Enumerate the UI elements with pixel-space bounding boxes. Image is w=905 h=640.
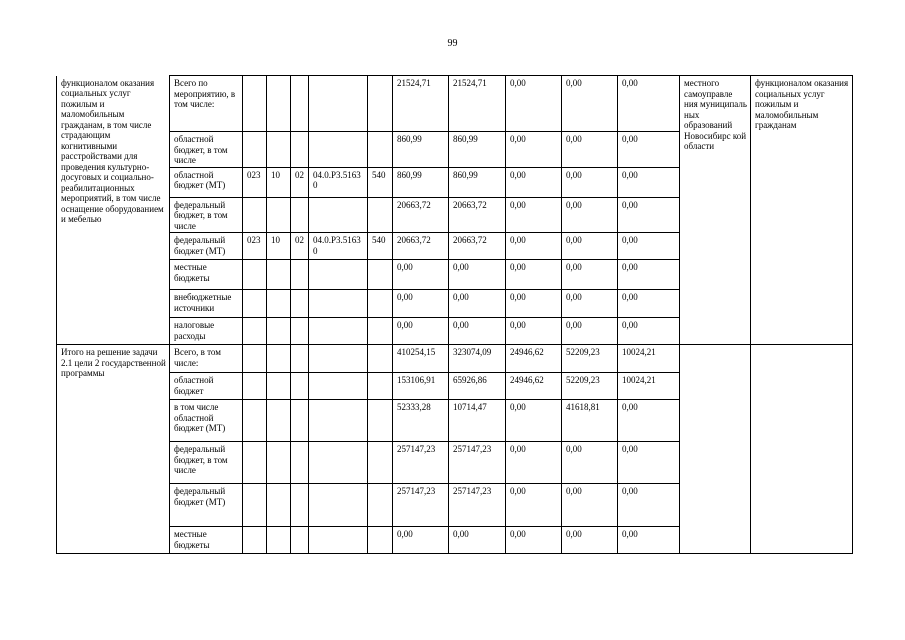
grbs-cell [243, 197, 267, 233]
year-1-cell: 21524,71 [449, 76, 506, 132]
year-4-cell: 0,00 [618, 442, 680, 484]
year-1-cell: 257147,23 [449, 442, 506, 484]
source-cell: местные бюджеты [170, 260, 243, 290]
rz-cell [267, 345, 291, 373]
total-label-cell: Итого на решение задачи 2.1 цели 2 государственной программы [57, 345, 170, 554]
year-2-cell: 0,00 [506, 318, 562, 345]
year-3-cell: 52209,23 [562, 373, 618, 400]
pr-cell [291, 290, 309, 318]
year-2-cell: 0,00 [506, 484, 562, 527]
pr-cell [291, 484, 309, 527]
year-1-cell: 257147,23 [449, 484, 506, 527]
grbs-cell [243, 373, 267, 400]
csr-cell [309, 442, 368, 484]
total-cell: 0,00 [393, 318, 449, 345]
year-2-cell: 0,00 [506, 260, 562, 290]
year-3-cell: 0,00 [562, 290, 618, 318]
pr-cell [291, 442, 309, 484]
pr-cell: 02 [291, 167, 309, 197]
source-cell: налоговые расходы [170, 318, 243, 345]
year-1-cell: 860,99 [449, 132, 506, 168]
total-cell: 20663,72 [393, 197, 449, 233]
source-cell: федеральный бюджет, в том числе [170, 197, 243, 233]
rz-cell: 10 [267, 167, 291, 197]
year-3-cell: 0,00 [562, 197, 618, 233]
page-number: 99 [447, 38, 458, 49]
grbs-cell [243, 442, 267, 484]
csr-cell [309, 400, 368, 442]
year-1-cell: 20663,72 [449, 233, 506, 260]
year-4-cell: 0,00 [618, 400, 680, 442]
year-4-cell: 0,00 [618, 167, 680, 197]
result-cell [751, 345, 853, 554]
vr-cell: 540 [368, 233, 393, 260]
year-4-cell: 0,00 [618, 484, 680, 527]
year-2-cell: 0,00 [506, 527, 562, 554]
year-1-cell: 0,00 [449, 290, 506, 318]
vr-cell [368, 484, 393, 527]
year-2-cell: 0,00 [506, 400, 562, 442]
rz-cell [267, 197, 291, 233]
rz-cell [267, 290, 291, 318]
year-2-cell: 0,00 [506, 442, 562, 484]
year-2-cell: 0,00 [506, 290, 562, 318]
year-3-cell: 0,00 [562, 233, 618, 260]
pr-cell: 02 [291, 233, 309, 260]
total-cell: 410254,15 [393, 345, 449, 373]
source-cell: федеральный бюджет (МТ) [170, 233, 243, 260]
csr-cell [309, 527, 368, 554]
rz-cell [267, 260, 291, 290]
rz-cell [267, 76, 291, 132]
total-cell: 21524,71 [393, 76, 449, 132]
rz-cell [267, 318, 291, 345]
year-3-cell: 0,00 [562, 442, 618, 484]
year-1-cell: 10714,47 [449, 400, 506, 442]
total-cell: 257147,23 [393, 442, 449, 484]
pr-cell [291, 260, 309, 290]
vr-cell [368, 400, 393, 442]
rz-cell [267, 442, 291, 484]
year-1-cell: 20663,72 [449, 197, 506, 233]
source-cell: федеральный бюджет (МТ) [170, 484, 243, 527]
grbs-cell [243, 484, 267, 527]
vr-cell [368, 197, 393, 233]
total-cell: 0,00 [393, 260, 449, 290]
total-cell: 20663,72 [393, 233, 449, 260]
rz-cell [267, 484, 291, 527]
year-4-cell: 10024,21 [618, 345, 680, 373]
budget-table [56, 75, 853, 554]
year-1-cell: 65926,86 [449, 373, 506, 400]
total-cell: 153106,91 [393, 373, 449, 400]
section-total-rows [57, 345, 853, 554]
year-2-cell: 0,00 [506, 76, 562, 132]
source-cell: федеральный бюджет, в том числе [170, 442, 243, 484]
year-3-cell: 41618,81 [562, 400, 618, 442]
year-1-cell: 0,00 [449, 318, 506, 345]
year-3-cell: 0,00 [562, 76, 618, 132]
vr-cell [368, 318, 393, 345]
year-3-cell: 0,00 [562, 527, 618, 554]
source-cell: областной бюджет (МТ) [170, 167, 243, 197]
vr-cell [368, 260, 393, 290]
year-4-cell: 0,00 [618, 197, 680, 233]
csr-cell [309, 373, 368, 400]
year-2-cell: 0,00 [506, 233, 562, 260]
pr-cell [291, 400, 309, 442]
grbs-cell [243, 76, 267, 132]
year-4-cell: 0,00 [618, 132, 680, 168]
grbs-cell [243, 290, 267, 318]
grbs-cell [243, 318, 267, 345]
vr-cell: 540 [368, 167, 393, 197]
pr-cell [291, 318, 309, 345]
section-activity-rows [57, 76, 853, 345]
year-2-cell: 0,00 [506, 167, 562, 197]
table-row [57, 76, 853, 132]
rz-cell [267, 400, 291, 442]
source-cell: Всего, в том числе: [170, 345, 243, 373]
grbs-cell: 023 [243, 233, 267, 260]
csr-cell [309, 290, 368, 318]
year-4-cell: 0,00 [618, 290, 680, 318]
year-4-cell: 0,00 [618, 76, 680, 132]
source-cell: Всего по мероприятию, в том числе: [170, 76, 243, 132]
year-1-cell: 860,99 [449, 167, 506, 197]
vr-cell [368, 132, 393, 168]
year-2-cell: 24946,62 [506, 373, 562, 400]
pr-cell [291, 197, 309, 233]
year-1-cell: 0,00 [449, 260, 506, 290]
year-2-cell: 24946,62 [506, 345, 562, 373]
csr-cell [309, 318, 368, 345]
activity-name-cell: функционалом оказания социальных услуг пожилым и маломобильным гражданам, в том числе страдающим когнитивными расстройствами для проведения культурно-досуговых и социально-реабилитационных мероприятий, в том числе оснащение оборудованием и мебелью [57, 76, 170, 345]
year-1-cell: 323074,09 [449, 345, 506, 373]
csr-cell [309, 76, 368, 132]
rz-cell [267, 527, 291, 554]
year-4-cell: 0,00 [618, 233, 680, 260]
pr-cell [291, 373, 309, 400]
source-cell: в том числе областной бюджет (МТ) [170, 400, 243, 442]
csr-cell [309, 345, 368, 373]
pr-cell [291, 527, 309, 554]
year-3-cell: 0,00 [562, 484, 618, 527]
source-cell: местные бюджеты [170, 527, 243, 554]
total-cell: 0,00 [393, 290, 449, 318]
rz-cell [267, 373, 291, 400]
grbs-cell [243, 132, 267, 168]
csr-cell [309, 260, 368, 290]
vr-cell [368, 290, 393, 318]
table-row [57, 345, 853, 373]
year-3-cell: 0,00 [562, 260, 618, 290]
year-2-cell: 0,00 [506, 132, 562, 168]
vr-cell [368, 527, 393, 554]
year-1-cell: 0,00 [449, 527, 506, 554]
executor-cell [680, 345, 751, 554]
csr-cell [309, 484, 368, 527]
total-cell: 257147,23 [393, 484, 449, 527]
rz-cell [267, 132, 291, 168]
csr-cell [309, 132, 368, 168]
year-4-cell: 0,00 [618, 527, 680, 554]
total-cell: 860,99 [393, 167, 449, 197]
executor-cell: местного самоуправле ния муниципаль ных образований Новосибирс кой области [680, 76, 751, 345]
vr-cell [368, 442, 393, 484]
year-3-cell: 52209,23 [562, 345, 618, 373]
csr-cell: 04.0.Р3.51630 [309, 167, 368, 197]
total-cell: 52333,28 [393, 400, 449, 442]
vr-cell [368, 373, 393, 400]
vr-cell [368, 76, 393, 132]
pr-cell [291, 76, 309, 132]
pr-cell [291, 345, 309, 373]
year-2-cell: 0,00 [506, 197, 562, 233]
result-cell: функционалом оказания социальных услуг пожилым и маломобильным гражданам [751, 76, 853, 345]
vr-cell [368, 345, 393, 373]
year-4-cell: 0,00 [618, 260, 680, 290]
year-3-cell: 0,00 [562, 318, 618, 345]
csr-cell: 04.0.Р3.51630 [309, 233, 368, 260]
grbs-cell: 023 [243, 167, 267, 197]
total-cell: 0,00 [393, 527, 449, 554]
grbs-cell [243, 260, 267, 290]
grbs-cell [243, 345, 267, 373]
grbs-cell [243, 400, 267, 442]
grbs-cell [243, 527, 267, 554]
source-cell: областной бюджет [170, 373, 243, 400]
csr-cell [309, 197, 368, 233]
year-4-cell: 0,00 [618, 318, 680, 345]
year-4-cell: 10024,21 [618, 373, 680, 400]
pr-cell [291, 132, 309, 168]
rz-cell: 10 [267, 233, 291, 260]
year-3-cell: 0,00 [562, 132, 618, 168]
source-cell: областной бюджет, в том числе [170, 132, 243, 168]
total-cell: 860,99 [393, 132, 449, 168]
year-3-cell: 0,00 [562, 167, 618, 197]
source-cell: внебюджетные источники [170, 290, 243, 318]
